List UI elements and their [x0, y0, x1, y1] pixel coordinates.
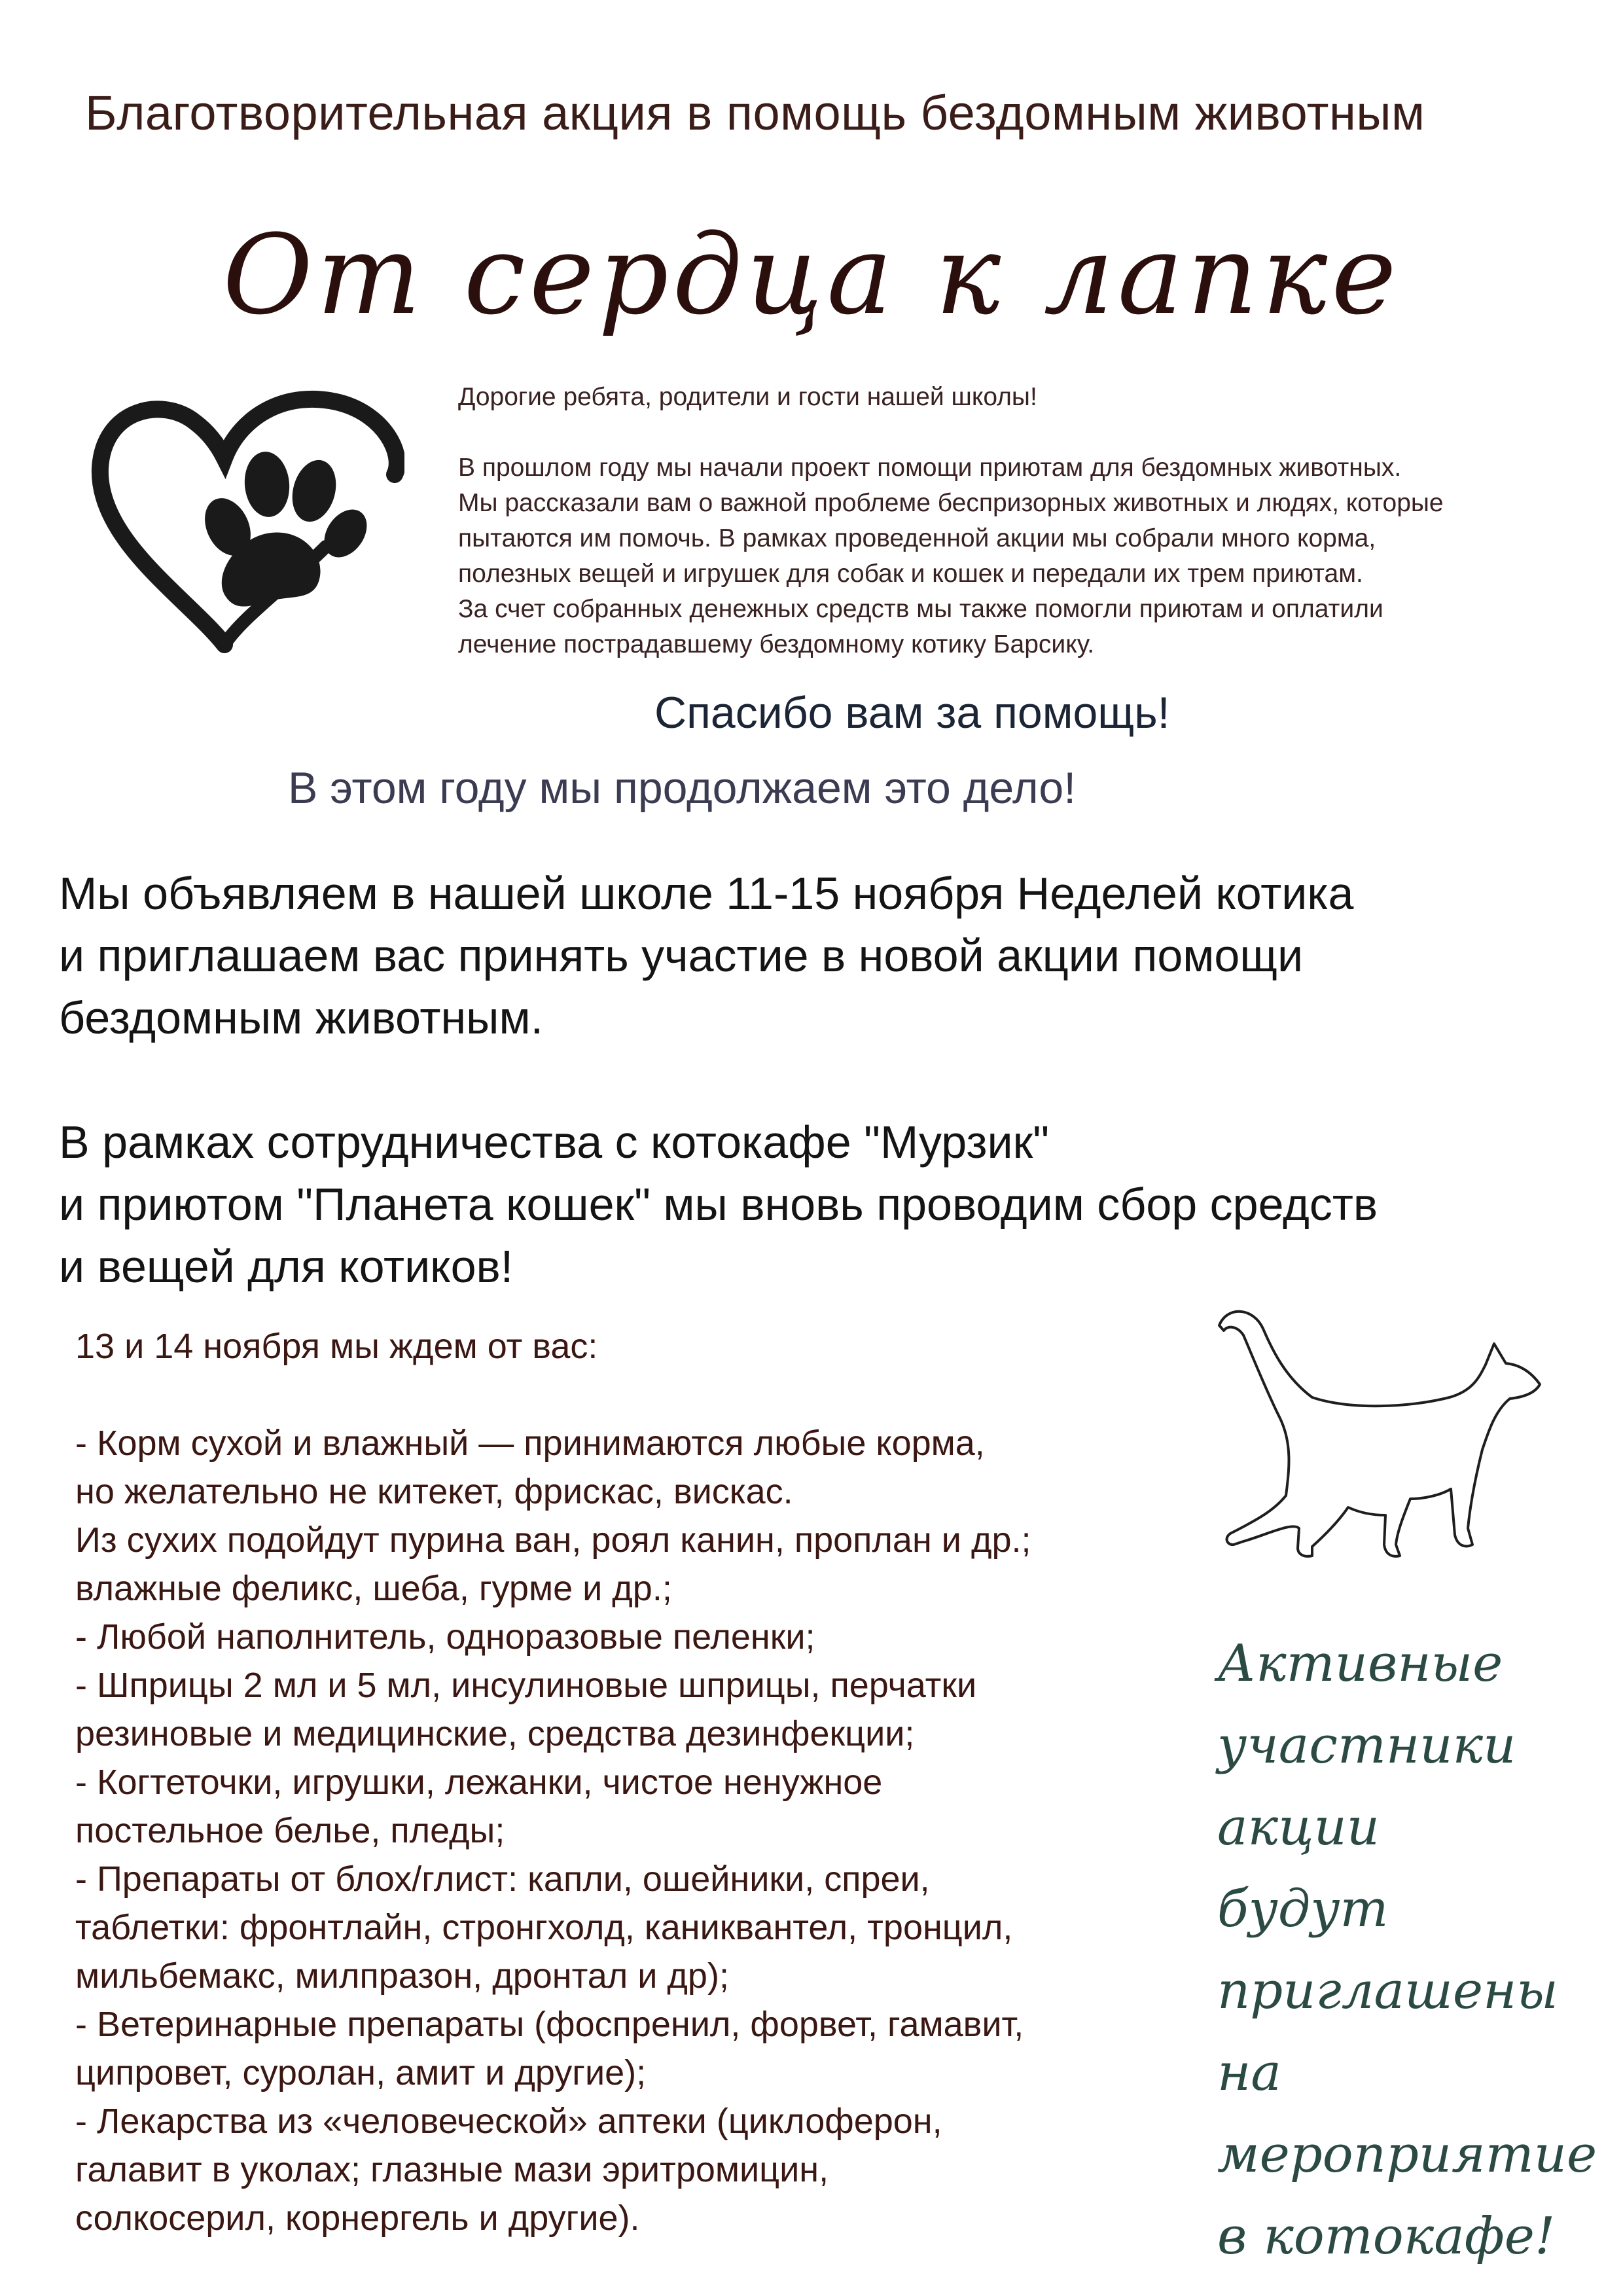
list-item: - Ветеринарные препараты (фоспренил, форвет, гамавит,	[75, 2005, 1024, 2044]
intro-line: В прошлом году мы начали проект помощи приютам для бездомных животных.	[458, 454, 1402, 482]
list-item: - Когтеточки, игрушки, лежанки, чистое ненужное	[75, 1763, 883, 1802]
list-item: Из сухих подойдут пурина ван, роял канин, проплан и др.;	[75, 1520, 1031, 1560]
list-item: постельное белье, пледы;	[75, 1811, 505, 1850]
list-heading: 13 и 14 ноября мы ждем от вас:	[75, 1327, 598, 1366]
list-item: галавит в уколах; глазные мази эритромицин,	[75, 2150, 829, 2189]
side-note-line: Активные	[1217, 1634, 1503, 1693]
list-item: - Лекарства из «человеческой» аптеки (циклоферон,	[75, 2102, 942, 2141]
intro-line: За счет собранных денежных средств мы также помогли приютам и оплатили	[458, 595, 1383, 623]
side-note-line: в котокафе!	[1217, 2207, 1556, 2266]
heart-paw-icon	[77, 370, 404, 658]
side-note-line: мероприятие	[1217, 2125, 1597, 2184]
intro-greeting: Дорогие ребята, родители и гости нашей школы!	[458, 383, 1037, 411]
list-item: таблетки: фронтлайн, стронгхолд, каниквантел, тронцил,	[75, 1908, 1013, 1947]
list-item: - Любой наполнитель, одноразовые пеленки;	[75, 1617, 815, 1657]
continue-heading: В этом году мы продолжаем это дело!	[288, 763, 1077, 813]
intro-line: полезных вещей и игрушек для собак и кошек и передали их трем приютам.	[458, 560, 1363, 588]
announcement-line: и вещей для котиков!	[59, 1241, 514, 1292]
donation-list	[75, 1322, 1201, 2242]
announcement-line: Мы объявляем в нашей школе 11-15 ноября Неделей котика	[59, 868, 1354, 919]
campaign-subtitle: Благотворительная акция в помощь бездомным животным	[85, 86, 1425, 140]
list-item: ципровет, суролан, амит и другие);	[75, 2053, 647, 2092]
side-note-line: акции	[1217, 1798, 1380, 1857]
intro-text	[458, 380, 1590, 662]
list-item: - Препараты от блох/глист: капли, ошейники, спреи,	[75, 1859, 930, 1899]
list-item: резиновые и медицинские, средства дезинфекции;	[75, 1714, 915, 1753]
intro-line: пытаются им помочь. В рамках проведенной акции мы собрали много корма,	[458, 524, 1376, 552]
thanks-heading: Спасибо вам за помощь!	[654, 688, 1170, 738]
announcement-line: и приглашаем вас принять участие в новой акции помощи	[59, 930, 1304, 981]
list-item: солкосерил, корнергель и другие).	[75, 2198, 640, 2238]
intro-line: лечение пострадавшему бездомному котику Барсику.	[458, 630, 1095, 658]
list-item: - Шприцы 2 мл и 5 мл, инсулиновые шприцы, перчатки	[75, 1666, 977, 1705]
announcement-line: и приютом "Планета кошек" мы вновь проводим сбор средств	[59, 1179, 1378, 1230]
announcement-line: В рамках сотрудничества с котокафе "Мурзик"	[59, 1117, 1050, 1168]
list-item: мильбемакс, милпразон, дронтал и др);	[75, 1956, 729, 1996]
side-note-line: участники	[1217, 1716, 1516, 1775]
side-note	[1217, 1623, 1610, 2278]
side-note-line: на	[1217, 2043, 1281, 2102]
announcement-line: бездомным животным.	[59, 992, 544, 1043]
walking-cat-outline-icon	[1214, 1299, 1554, 1613]
announcement	[59, 863, 1597, 1298]
list-item: - Корм сухой и влажный — принимаются любые корма,	[75, 1424, 985, 1463]
intro-line: Мы рассказали вам о важной проблеме беспризорных животных и людях, которые	[458, 489, 1444, 517]
list-item: но желательно не китекет, фрискас, вискас.	[75, 1472, 793, 1511]
campaign-title: От сердца к лапке	[223, 211, 1400, 339]
side-note-line: будут	[1217, 1880, 1389, 1939]
side-note-line: приглашены	[1217, 1962, 1558, 2020]
list-item: влажные феликс, шеба, гурме и др.;	[75, 1569, 672, 1608]
